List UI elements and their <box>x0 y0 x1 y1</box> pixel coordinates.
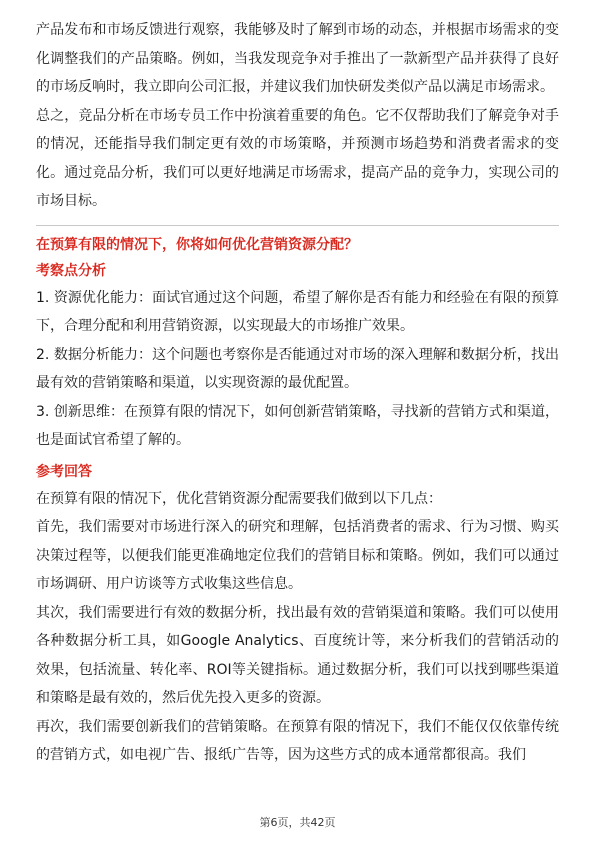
analysis-heading: 考察点分析 <box>36 262 106 279</box>
page-number: 第6页，共42页 <box>259 816 336 829</box>
answer-paragraph: 再次，我们需要创新我们的营销策略。在预算有限的情况下，我们不能仅仅依靠传统的营销方式，如电视广告、报纸广告等，因为这些方式的成本通常都很高。我们 <box>36 718 559 763</box>
analysis-item: 1. 资源优化能力：面试官通过这个问题，希望了解你是否有能力和经验在有限的预算下，合理分配和利用营销资源，以实现最大的市场推广效果。 <box>36 289 559 334</box>
answer-paragraph: 在预算有限的情况下，优化营销资源分配需要我们做到以下几点： <box>36 490 442 507</box>
question-heading: 在预算有限的情况下，你将如何优化营销资源分配？ <box>36 236 358 253</box>
intro-paragraph: 总之，竞品分析在市场专员工作中扮演着重要的角色。它不仅帮助我们了解竞争对手的情况，还能指导我们制定更有效的市场策略，并预测市场趋势和消费者需求的变化。通过竞品分析，我们可以更好地满足市场需求，提高产品的竞争力，实现公司的市场目标。 <box>36 107 559 209</box>
answer-paragraph: 首先，我们需要对市场进行深入的研究和理解，包括消费者的需求、行为习惯、购买决策过程等，以便我们能更准确地定位我们的营销目标和策略。例如，我们可以通过市场调研、用户访谈等方式收集这些信息。 <box>36 519 559 592</box>
intro-paragraph: 产品发布和市场反馈进行观察，我能够及时了解到市场的动态，并根据市场需求的变化调整我们的产品策略。例如，当我发现竞争对手推出了一款新型产品并获得了良好的市场反响时，我立即向公司汇报，并建议我们加快研发类似产品以满足市场需求。 <box>36 22 559 95</box>
answer-paragraph: 其次，我们需要进行有效的数据分析，找出最有效的营销渠道和策略。我们可以使用各种数据分析工具，如Google Analytics、百度统计等，来分析我们的营销活动的效果，包括流量、转化率、ROI等关键指标。通过数据分析，我们可以找到哪些渠道和策略是最有效的，然后优先投入更多的资源。 <box>36 604 559 706</box>
analysis-item: 3. 创新思维：在预算有限的情况下，如何创新营销策略，寻找新的营销方式和渠道，也是面试官希望了解的。 <box>36 403 559 448</box>
page-content <box>36 16 559 770</box>
answer-heading: 参考回答 <box>36 463 92 480</box>
section-divider <box>36 225 559 226</box>
analysis-item: 2. 数据分析能力：这个问题也考察你是否能通过对市场的深入理解和数据分析，找出最有效的营销策略和渠道，以实现资源的最优配置。 <box>36 346 559 391</box>
